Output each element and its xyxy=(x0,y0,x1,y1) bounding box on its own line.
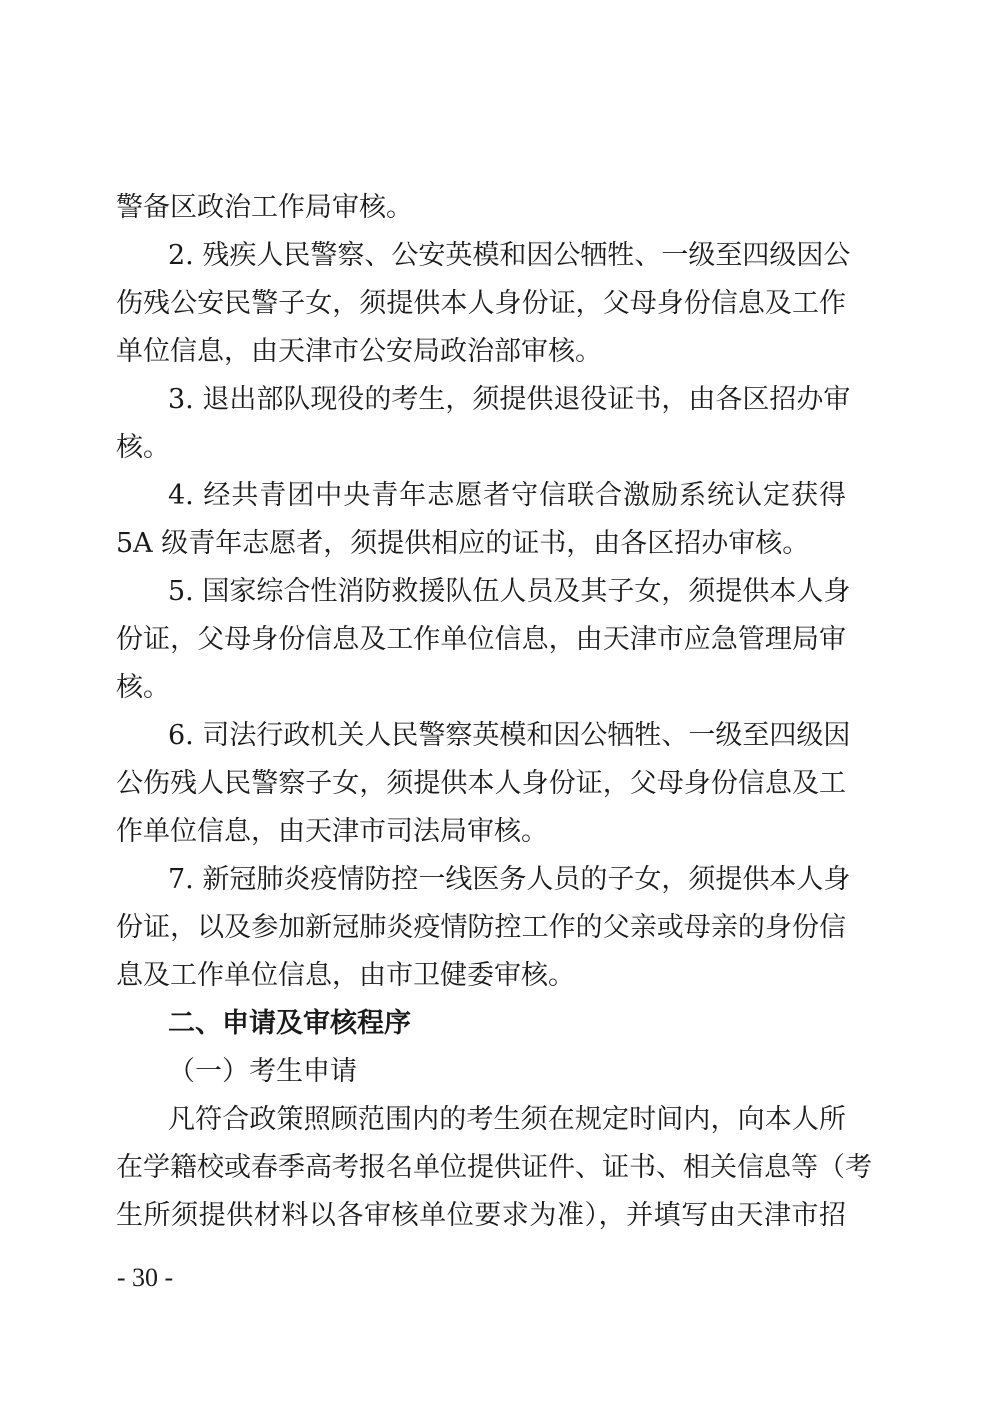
text-line-2: 2. 残疾人民警察、公安英模和因公牺牲、一级至四级因公 xyxy=(168,240,851,271)
text-line-6: 核。 xyxy=(116,432,170,463)
text-line-20: 凡符合政策照顾范围内的考生须在规定时间内，向本人所 xyxy=(168,1104,846,1135)
text-line-14: 作单位信息，由天津市司法局审核。 xyxy=(116,816,548,847)
subsection-heading: （一）考生申请 xyxy=(168,1056,357,1087)
text-line-11: 核。 xyxy=(116,672,170,703)
text-line-15: 7. 新冠肺炎疫情防控一线医务人员的子女，须提供本人身 xyxy=(168,864,851,895)
page-number: - 30 - xyxy=(116,1263,174,1292)
text-line-17: 息及工作单位信息，由市卫健委审核。 xyxy=(116,960,575,991)
text-line-13: 公伤残人民警察子女，须提供本人身份证，父母身份信息及工 xyxy=(116,768,846,799)
text-line-22: 生所须提供材料以各审核单位要求为准），并填写由天津市招 xyxy=(116,1200,846,1231)
text-line-3: 伤残公安民警子女，须提供本人身份证，父母身份信息及工作 xyxy=(116,288,846,319)
text-line-9: 5. 国家综合性消防救援队伍人员及其子女，须提供本人身 xyxy=(168,576,851,607)
text-line-10: 份证，父母身份信息及工作单位信息，由天津市应急管理局审 xyxy=(116,624,846,655)
text-line-5: 3. 退出部队现役的考生，须提供退役证书，由各区招办审 xyxy=(168,384,851,415)
text-line-16: 份证，以及参加新冠肺炎疫情防控工作的父亲或母亲的身份信 xyxy=(116,912,846,943)
text-line-4: 单位信息，由天津市公安局政治部审核。 xyxy=(116,336,602,367)
text-line-1: 警备区政治工作局审核。 xyxy=(116,192,413,223)
section-heading: 二、申请及审核程序 xyxy=(168,1008,411,1039)
text-line-7: 4. 经共青团中央青年志愿者守信联合激励系统认定获得 xyxy=(168,480,846,511)
text-line-21: 在学籍校或春季高考报名单位提供证件、证书、相关信息等（考 xyxy=(116,1152,872,1183)
text-line-12: 6. 司法行政机关人民警察英模和因公牺牲、一级至四级因 xyxy=(168,720,851,751)
text-line-8: 5A 级青年志愿者，须提供相应的证书，由各区招办审核。 xyxy=(116,528,810,559)
